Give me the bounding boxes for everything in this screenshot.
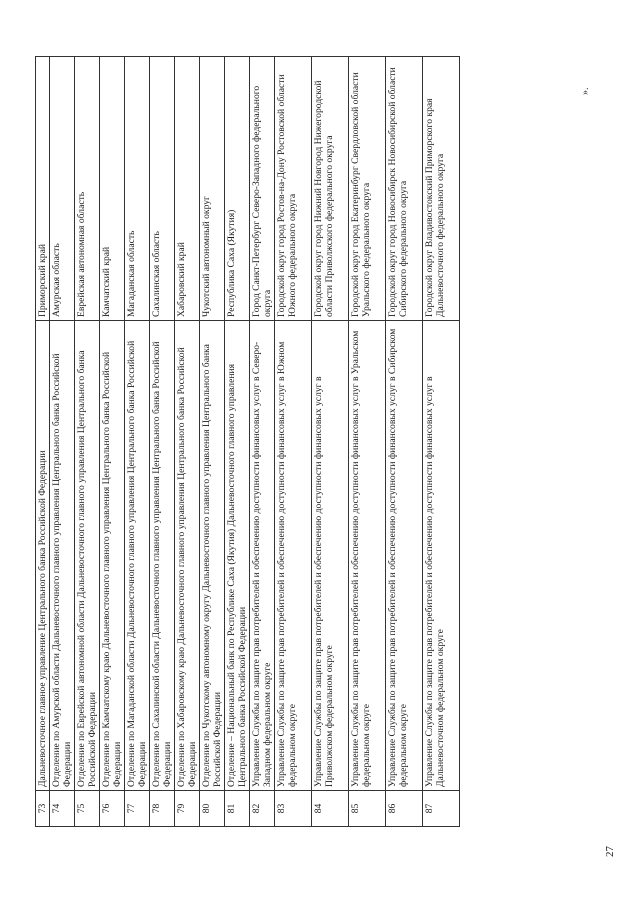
row-number: 74 — [50, 791, 75, 827]
organization-name: Управление Службы по защите прав потребителей и обеспечению доступности финансовых услуг в Сибирском федеральном округе — [386, 321, 423, 791]
region-name: Камчатский край — [100, 57, 125, 321]
table-row — [150, 57, 175, 827]
organization-name: Управление Службы по защите прав потребителей и обеспечению доступности финансовых услуг в Северо-Западном федеральном округе — [250, 321, 275, 791]
row-number: 76 — [100, 791, 125, 827]
offices-table-body — [36, 57, 460, 827]
offices-table — [35, 56, 460, 827]
row-number: 83 — [275, 791, 312, 827]
table-row — [225, 57, 250, 827]
table-row — [100, 57, 125, 827]
region-name: Город Санкт-Петербург Северо-Западного федерального округа — [250, 57, 275, 321]
row-number: 86 — [386, 791, 423, 827]
region-name: Еврейская автономная область — [75, 57, 100, 321]
table-row — [386, 57, 423, 827]
row-number: 78 — [150, 791, 175, 827]
table-row — [75, 57, 100, 827]
organization-name: Отделение по Сахалинской области Дальневосточного главного управления Центрального банка Российской Федерации — [150, 321, 175, 791]
row-number: 75 — [75, 791, 100, 827]
organization-name: Отделение по Магаданской области Дальневосточного главного управления Центрального банка Российской Федерации — [125, 321, 150, 791]
row-number: 73 — [36, 791, 50, 827]
row-number: 80 — [200, 791, 225, 827]
region-name: Республика Саха (Якутия) — [225, 57, 250, 321]
table-row — [200, 57, 225, 827]
row-number: 84 — [312, 791, 349, 827]
table-row — [423, 57, 460, 827]
region-name: Сахалинская область — [150, 57, 175, 321]
region-name: Городской округ город Нижний Новгород Нижегородской области Приволжского федерального округа — [312, 57, 349, 321]
closing-quote-mark: ». — [580, 87, 591, 95]
table-row — [312, 57, 349, 827]
table-row — [36, 57, 50, 827]
table-row — [250, 57, 275, 827]
organization-name: Отделение по Хабаровскому краю Дальневосточного главного управления Центрального банка Российской Федерации — [175, 321, 200, 791]
organization-name: Отделение по Камчатскому краю Дальневосточного главного управления Центрального банка Российской Федерации — [100, 321, 125, 791]
organization-name: Отделение – Национальный банк по Республике Саха (Якутия) Дальневосточного главного управления Центрального банка Российской Федерации — [225, 321, 250, 791]
row-number: 77 — [125, 791, 150, 827]
table-row — [349, 57, 386, 827]
table-row — [175, 57, 200, 827]
region-name: Чукотский автономный округ — [200, 57, 225, 321]
organization-name: Отделение по Еврейской автономной области Дальневосточного главного управления Центрального банка Российской Федерации — [75, 321, 100, 791]
row-number: 79 — [175, 791, 200, 827]
organization-name: Управление Службы по защите прав потребителей и обеспечению доступности финансовых услуг в Приволжском федеральном округе — [312, 321, 349, 791]
region-name: Городской округ город Ростов-на-Дону Ростовской области Южного федерального округа — [275, 57, 312, 321]
table-row — [275, 57, 312, 827]
region-name: Городской округ город Новосибирск Новосибирской области Сибирского федерального округа — [386, 57, 423, 321]
table-row — [50, 57, 75, 827]
region-name: Городской округ город Екатеринбург Свердловской области Уральского федерального округа — [349, 57, 386, 321]
row-number: 87 — [423, 791, 460, 827]
row-number: 82 — [250, 791, 275, 827]
region-name: Амурская область — [50, 57, 75, 321]
row-number: 81 — [225, 791, 250, 827]
region-name: Городской округ Владивостокский Приморского края Дальневосточного федерального округа — [423, 57, 460, 321]
region-name: Магаданская область — [125, 57, 150, 321]
organization-name: Управление Службы по защите прав потребителей и обеспечению доступности финансовых услуг в Южном федеральном округе — [275, 321, 312, 791]
organization-name: Дальневосточное главное управление Центрального банка Российской Федерации — [36, 321, 50, 791]
organization-name: Отделение по Чукотскому автономному округу Дальневосточного главного управления Центрального банка Российской Федерации — [200, 321, 225, 791]
region-name: Хабаровский край — [175, 57, 200, 321]
page-number: 27 — [604, 846, 616, 857]
organization-name: Управление Службы по защите прав потребителей и обеспечению доступности финансовых услуг в Дальневосточном федеральном округе — [423, 321, 460, 791]
organization-name: Управление Службы по защите прав потребителей и обеспечению доступности финансовых услуг в Уральском федеральном округе — [349, 321, 386, 791]
region-name: Приморский край — [36, 57, 50, 321]
organization-name: Отделение по Амурской области Дальневосточного главного управления Центрального банка Российской Федерации — [50, 321, 75, 791]
table-row — [125, 57, 150, 827]
row-number: 85 — [349, 791, 386, 827]
